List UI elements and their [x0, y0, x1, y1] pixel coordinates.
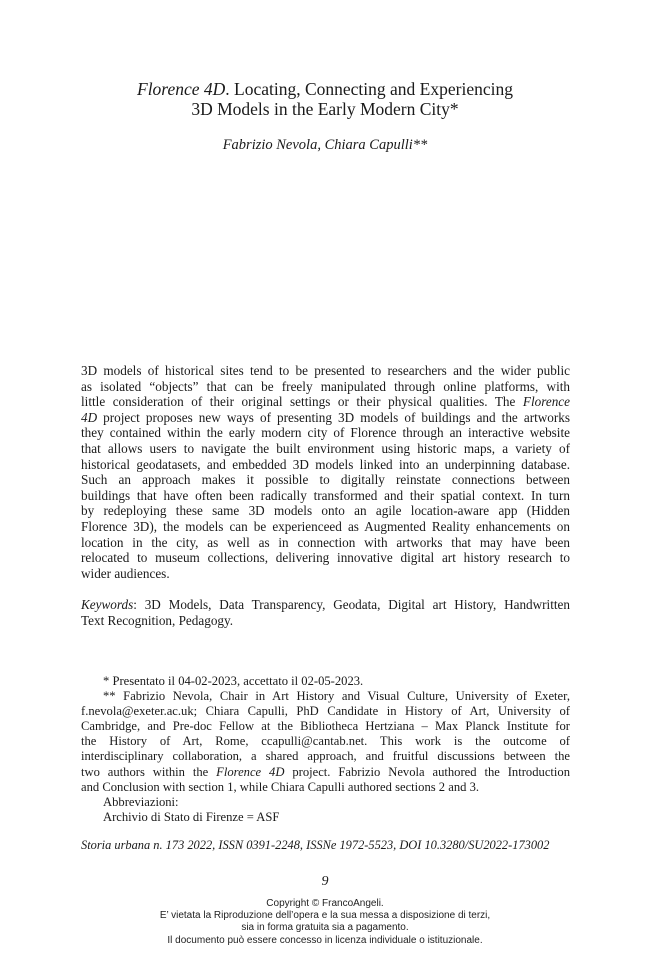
footnote-authors-line	[81, 765, 570, 780]
abstract-line: Florence 3D), the models can be experienceed as Augmented Reality enhancements on	[81, 518, 570, 534]
abstract-line: as isolated “objects” that can be freely manipulated through online platforms, with	[81, 378, 570, 394]
journal-citation: Storia urbana n. 173 2022, ISSN 0391-2248, ISSNe 1972-5523, DOI 10.3280/SU2022-173002	[81, 838, 550, 852]
footnote-authors-line: ** Fabrizio Nevola, Chair in Art History and Visual Culture, University of Exeter,	[103, 689, 570, 704]
abstract-line: Such an approach makes it possible to digitally reinstate connections between	[81, 472, 570, 488]
copyright-line: Il documento può essere concesso in licenza individuale o istituzionale.	[167, 934, 483, 946]
title-italic: Florence 4D	[137, 79, 226, 99]
title-line-1	[80, 79, 570, 99]
footnote-line-6-post: project. Fabrizio Nevola authored the Introduction	[284, 764, 570, 779]
abbreviations-label: Abbreviazioni:	[103, 794, 179, 809]
title-line-1-rest: . Locating, Connecting and Experiencing	[225, 79, 513, 99]
abstract-line	[81, 394, 570, 410]
paper-title	[80, 79, 570, 119]
abstract-line: they contained within the early modern city of Florence through an interactive website	[81, 425, 570, 441]
abstract-line: by redeploying these same 3D models onto an agile location-aware app (Hidden	[81, 503, 570, 519]
keywords-line-1	[81, 597, 570, 613]
abstract-italic-4d: 4D	[81, 409, 98, 425]
keywords-label: Keywords	[81, 597, 134, 612]
copyright-line: sia in forma gratuita sia a pagamento.	[241, 922, 409, 934]
footnote-dates: * Presentato il 04-02-2023, accettato il 02-05-2023.	[103, 674, 364, 688]
abstract-line: 3D models of historical sites tend to be presented to researchers and the wider public	[81, 363, 570, 378]
page-number: 9	[321, 874, 329, 889]
abstract-line: historical geodatasets, and embedded 3D models linked into an underpinning database.	[81, 456, 570, 472]
footnotes	[81, 674, 570, 825]
copyright-line: E’ vietata la Riproduzione dell’opera e la sua messa a disposizione di terzi,	[159, 910, 491, 922]
keywords	[81, 597, 570, 628]
footnote-authors-line: the History of Art, Rome, ccapulli@cantab.net. This work is the outcome of	[81, 734, 570, 749]
abstract-line: that allows users to navigate the built environment using historic maps, a variety of	[81, 440, 570, 456]
footnote-authors-line: interdisciplinary collaboration, a shared approach, and fruitful discussions between the	[81, 749, 570, 764]
paper-authors: Fabrizio Nevola, Chiara Capulli**	[222, 137, 428, 153]
keywords-line-2: Text Recognition, Pedagogy.	[81, 612, 234, 628]
abstract-italic-florence: Florence	[522, 394, 571, 410]
footnote-authors-line: and Conclusion with section 1, while Chiara Capulli authored sections 2 and 3.	[81, 779, 480, 794]
abstract-line	[81, 410, 570, 426]
abstract	[81, 363, 570, 581]
abstract-line-3-text: little consideration of their original settings or their physical qualities. The	[81, 394, 516, 410]
copyright-line: Copyright © FrancoAngeli.	[266, 898, 384, 909]
abstract-line-4-rest: project proposes new ways of presenting 3D models of buildings and the artworks	[97, 409, 570, 425]
footnote-authors-line: Cambridge, and Pre-doc Fellow at the Bibliotheca Hertziana – Max Planck Institute for	[81, 719, 570, 734]
abstract-line: location in the city, as well as in connection with artworks that may have been	[81, 534, 570, 550]
keywords-list-part-1: : 3D Models, Data Transparency, Geodata, Digital art History, Handwritten	[133, 597, 570, 612]
abbreviation-item: Archivio di Stato di Firenze = ASF	[103, 809, 280, 824]
abstract-line: buildings that have often been radically transformed and their spatial context. In turn	[81, 487, 570, 503]
copyright-notice	[0, 898, 650, 947]
abstract-line: relocated to museum collections, delivering innovative digital art history research to	[81, 550, 570, 566]
footnote-line-6-pre: two authors within the	[81, 764, 217, 779]
footnote-authors-line: f.nevola@exeter.ac.uk; Chiara Capulli, PhD Candidate in History of Art, University of	[81, 704, 570, 719]
abstract-line: wider audiences.	[81, 565, 170, 581]
footnote-italic-florence-4d: Florence 4D	[216, 764, 285, 779]
title-line-2: 3D Models in the Early Modern City*	[191, 99, 459, 119]
